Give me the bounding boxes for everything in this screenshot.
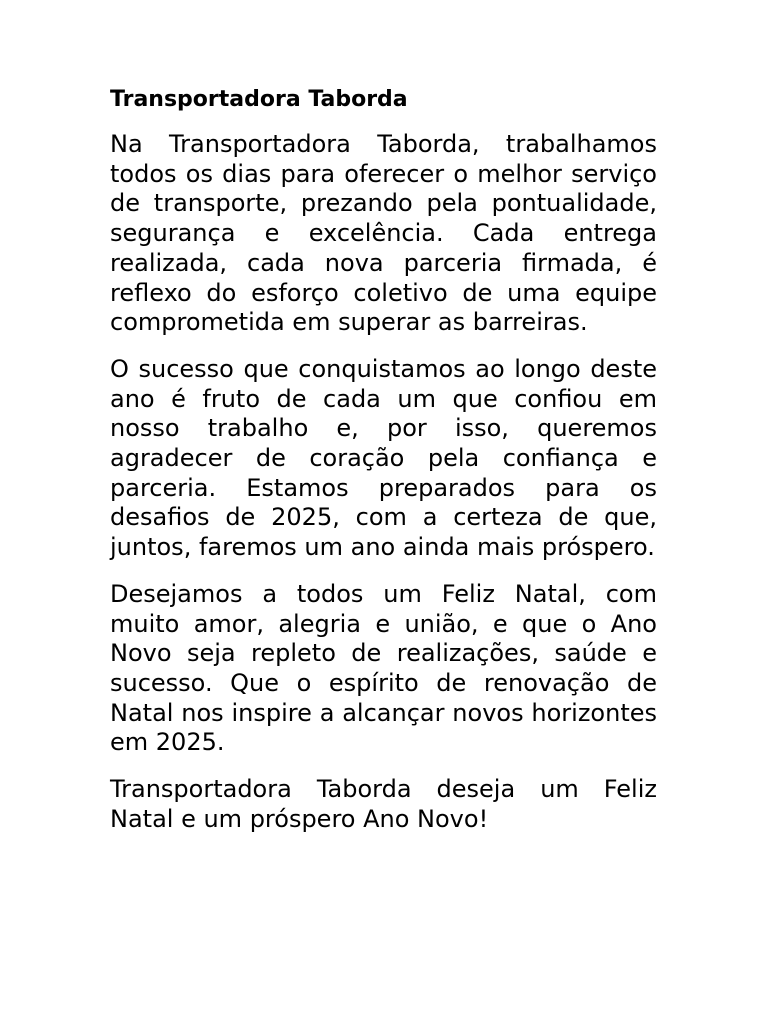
document-title: Transportadora Taborda [110, 87, 408, 112]
paragraph-intro: Na Transportadora Taborda, trabalhamos todos os dias para oferecer o melhor serviço de transporte, prezando pela pontualidade, segurança e excelência. Cada entrega realizada, cada nova parceria firmada, é reflexo do esforço coletivo de uma equipe comprometida em superar as barreiras. [110, 130, 657, 337]
paragraph-wishes: Desejamos a todos um Feliz Natal, com muito amor, alegria e união, e que o Ano Novo seja repleto de realizações, saúde e sucesso. Que o espírito de renovação de Natal nos inspire a alcançar novos horizontes em 2025. [110, 579, 657, 757]
paragraph-gratitude: O sucesso que conquistamos ao longo deste ano é fruto de cada um que confiou em nosso trabalho e, por isso, queremos agradecer de coração pela confiança e parceria. Estamos preparados para os desafios de 2025, com a certeza de que, juntos, faremos um ano ainda mais próspero. [110, 354, 657, 562]
document-page [110, 84, 657, 851]
paragraph-closing: Transportadora Taborda deseja um Feliz Natal e um próspero Ano Novo! [110, 775, 657, 833]
